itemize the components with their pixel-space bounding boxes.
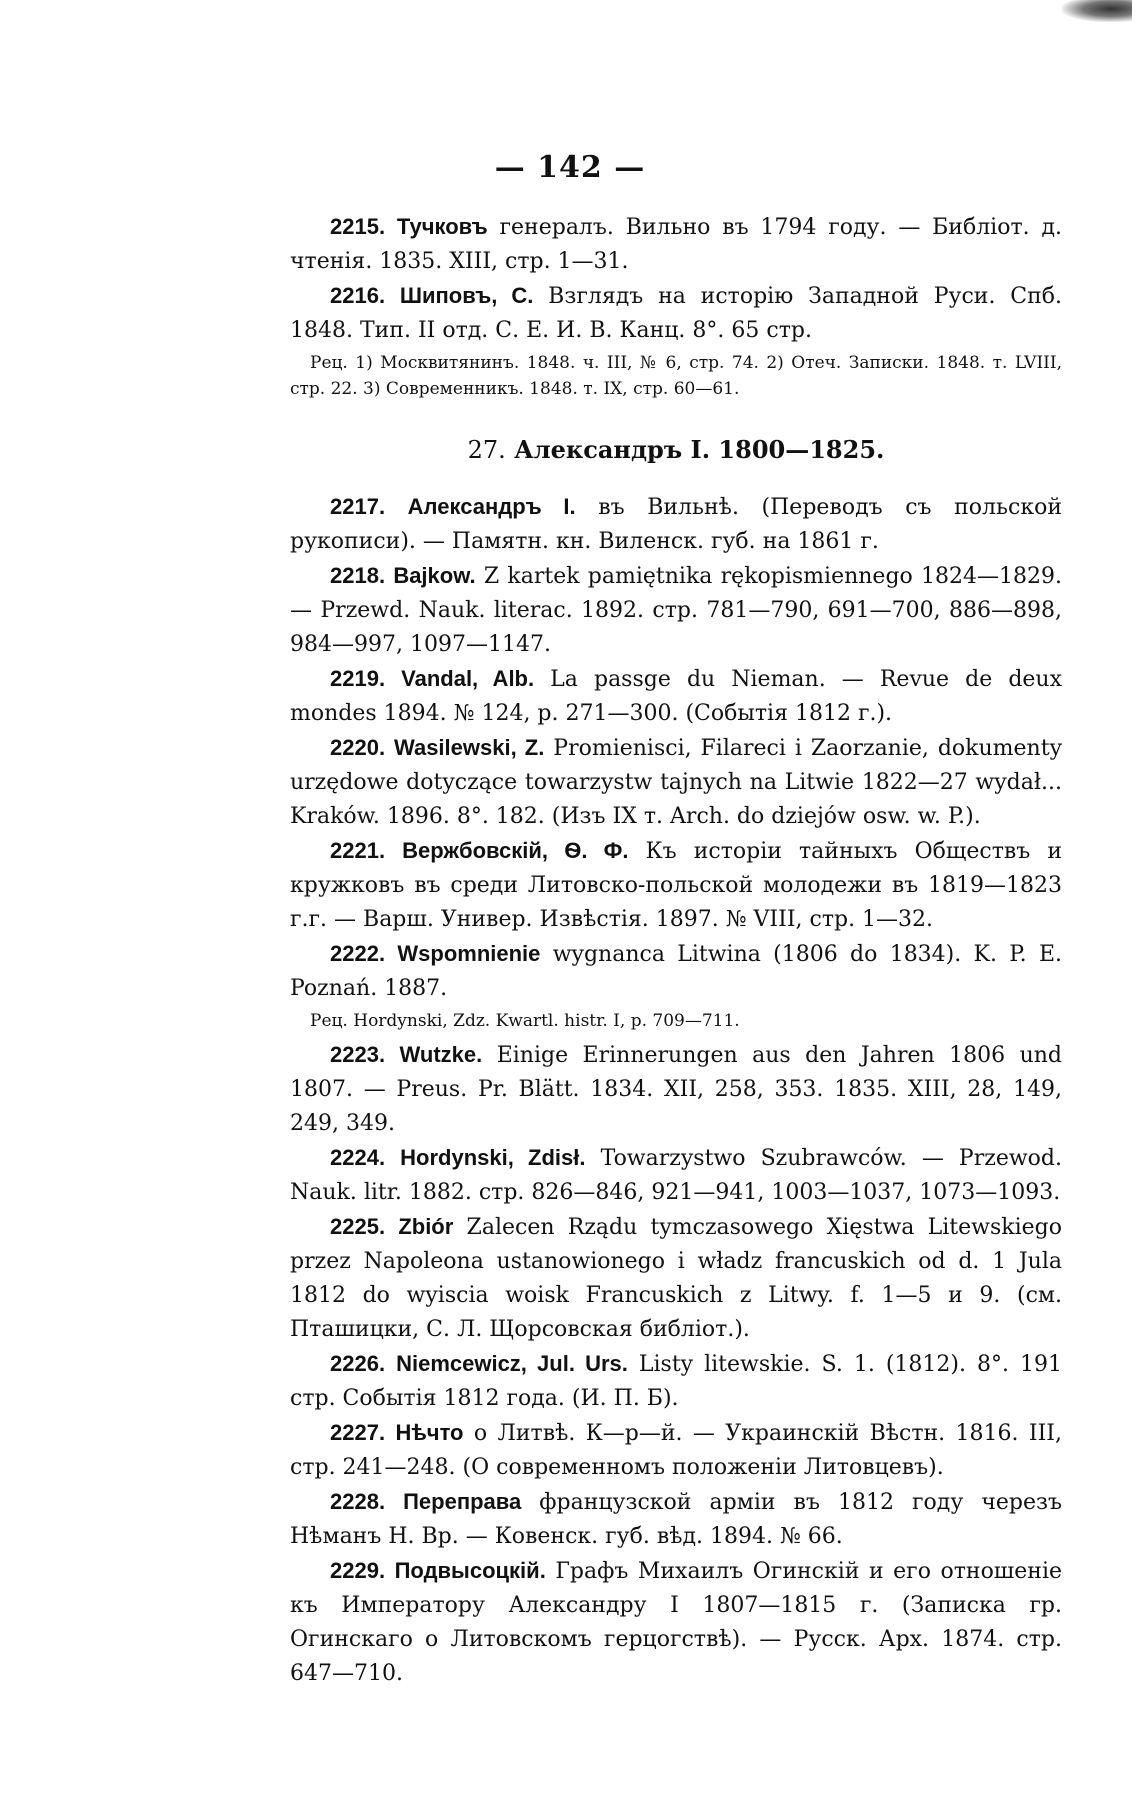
entry-author: Переправа <box>403 1489 522 1514</box>
entry-author: Вержбовскій, Ѳ. Ф. <box>402 838 629 863</box>
entry-author: Zbiór <box>398 1214 454 1239</box>
entry-2222 <box>290 937 1062 1006</box>
entry-number: 2227. <box>330 1420 386 1445</box>
review-note-2222: Рец. Hordynski, Zdz. Kwartl. histr. I, p. 709—711. <box>310 1011 740 1031</box>
page-number: — 142 — <box>494 150 646 185</box>
entry-2215 <box>290 210 1062 279</box>
entry-2224 <box>290 1141 1062 1210</box>
entry-author: Подвысоцкій. <box>394 1558 546 1583</box>
entry-author: Шиповъ, С. <box>399 283 534 308</box>
entry-number: 2215. <box>330 214 386 239</box>
bibliography-column <box>290 210 1062 1691</box>
entry-author: Bajkow. <box>393 563 476 588</box>
entry-2219 <box>290 662 1062 731</box>
entry-author: Vandal, Alb. <box>401 666 535 691</box>
entry-text: Къ исторіи тайныхъ Обществъ и кружковъ въ среди Литовско-польской молодежи въ 1819—1823 г.г. — Варш. Универ. Извѣстія. 1897. № VIII, стр. 1—32. <box>290 839 1062 932</box>
entry-2223 <box>290 1038 1062 1141</box>
entry-text: Графъ Михаилъ Огинскій и его отношеніе къ Императору Александру I 1807—1815 г. (Записка гр. Огинскаго о Литовскомъ герцогствѣ). — Русск. Арх. 1874. стр. 647—710. <box>290 1559 1062 1686</box>
entry-2228 <box>290 1485 1062 1554</box>
entry-author: Niemcewicz, Jul. Urs. <box>396 1351 628 1376</box>
entry-number: 2218. <box>330 563 386 588</box>
entry-2220 <box>290 731 1062 834</box>
entry-2227 <box>290 1416 1062 1485</box>
entry-text: Взглядъ на исторію Западной Руси. Спб. 1848. Тип. II отд. С. Е. И. В. Канц. 8°. 65 стр. <box>290 284 1062 343</box>
entry-number: 2216. <box>330 283 386 308</box>
entry-2216 <box>290 279 1062 348</box>
entry-number: 2219. <box>330 666 386 691</box>
entry-number: 2226. <box>330 1351 386 1376</box>
entry-number: 2228. <box>330 1489 386 1514</box>
entry-number: 2225. <box>330 1214 386 1239</box>
entry-2226 <box>290 1347 1062 1416</box>
section-title: Александръ I. 1800—1825. <box>514 435 885 464</box>
section-number: 27. <box>467 436 506 464</box>
entry-2221 <box>290 834 1062 937</box>
entry-author: Wutzke. <box>399 1042 483 1067</box>
entry-author: Тучковъ <box>396 214 488 239</box>
entry-author: Wspomnienie <box>397 941 541 966</box>
entry-2217 <box>290 490 1062 559</box>
entry-2229 <box>290 1554 1062 1691</box>
entry-number: 2221. <box>330 838 386 863</box>
section-heading <box>290 432 1062 468</box>
entry-number: 2223. <box>330 1042 386 1067</box>
entry-text: Promienisci, Filareci i Zaorzanie, dokumenty urzędowe dotyczące towarzystw tajnych na Litwie 1822—27 wydał... Kraków. 1896. 8°. 182. (Изъ IX т. Arch. do dziejów osw. w. P.). <box>290 736 1062 829</box>
entry-author: Hordynski, Zdisł. <box>400 1145 586 1170</box>
entry-number: 2222. <box>330 941 386 966</box>
entry-text: La passge du Nieman. — Revue de deux mondes 1894. № 124, p. 271—300. (Событія 1812 г.). <box>290 667 1062 726</box>
entry-text: въ Вильнѣ. (Переводъ съ польской рукописи). — Памятн. кн. Виленск. губ. на 1861 г. <box>290 495 1062 554</box>
entry-number: 2220. <box>330 735 386 760</box>
entry-text: Towarzystwo Szubrawców. — Przewod. Nauk. litr. 1882. стр. 826—846, 921—941, 1003—1037, 1073—1093. <box>290 1146 1062 1205</box>
entry-text: wygnanca Litwina (1806 do 1834). K. P. E. Poznań. 1887. <box>290 942 1062 1001</box>
entry-text: Zalecen Rządu tymczasowego Xięstwa Litewskiego przez Napoleona ustanowionego i władz francuskich od d. 1 Jula 1812 do wyiscia woisk Francuskich z Litwy. f. 1—5 и 9. (см. Пташицки, С. Л. Щорсовская библіот.). <box>290 1215 1063 1342</box>
entry-author: Нѣчто <box>395 1420 464 1445</box>
entry-text: Z kartek pamiętnika rękopismiennego 1824—1829. — Przewd. Nauk. literac. 1892. стр. 781—790, 691—700, 886—898, 984—997, 1097—1147. <box>290 564 1062 657</box>
entry-text: французской арміи въ 1812 году черезъ Нѣманъ Н. Вр. — Ковенск. губ. вѣд. 1894. № 66. <box>290 1490 1062 1549</box>
entry-number: 2229. <box>330 1558 386 1583</box>
entry-text: Einige Erinnerungen aus den Jahren 1806 und 1807. — Preus. Pr. Blätt. 1834. XII, 258, 353. 1835. XIII, 28, 149, 249, 349. <box>290 1043 1062 1136</box>
entry-2218 <box>290 559 1062 662</box>
entry-text: генералъ. Вильно въ 1794 году. — Библіот. д. чтенія. 1835. XIII, стр. 1—31. <box>290 215 1062 274</box>
entry-2225 <box>290 1210 1062 1347</box>
entry-number: 2217. <box>330 494 386 519</box>
scan-artifact <box>1062 0 1132 22</box>
review-note-2216: Рец. 1) Москвитянинъ. 1848. ч. III, № 6, стр. 74. 2) Отеч. Записки. 1848. т. LVIII, стр. 22. 3) Современникъ. 1848. т. IX, стр. 60—61. <box>290 353 1062 399</box>
entry-author: Wasilewski, Z. <box>394 735 545 760</box>
entry-number: 2224. <box>330 1145 386 1170</box>
entry-author: Александръ I. <box>407 494 576 519</box>
entry-text: о Литвѣ. К—р—й. — Украинскій Вѣстн. 1816. III, стр. 241—248. (О современномъ положеніи Литовцевъ). <box>290 1421 1062 1480</box>
entry-text: Listy litewskie. S. 1. (1812). 8°. 191 стр. Событія 1812 года. (И. П. Б). <box>290 1352 1062 1411</box>
